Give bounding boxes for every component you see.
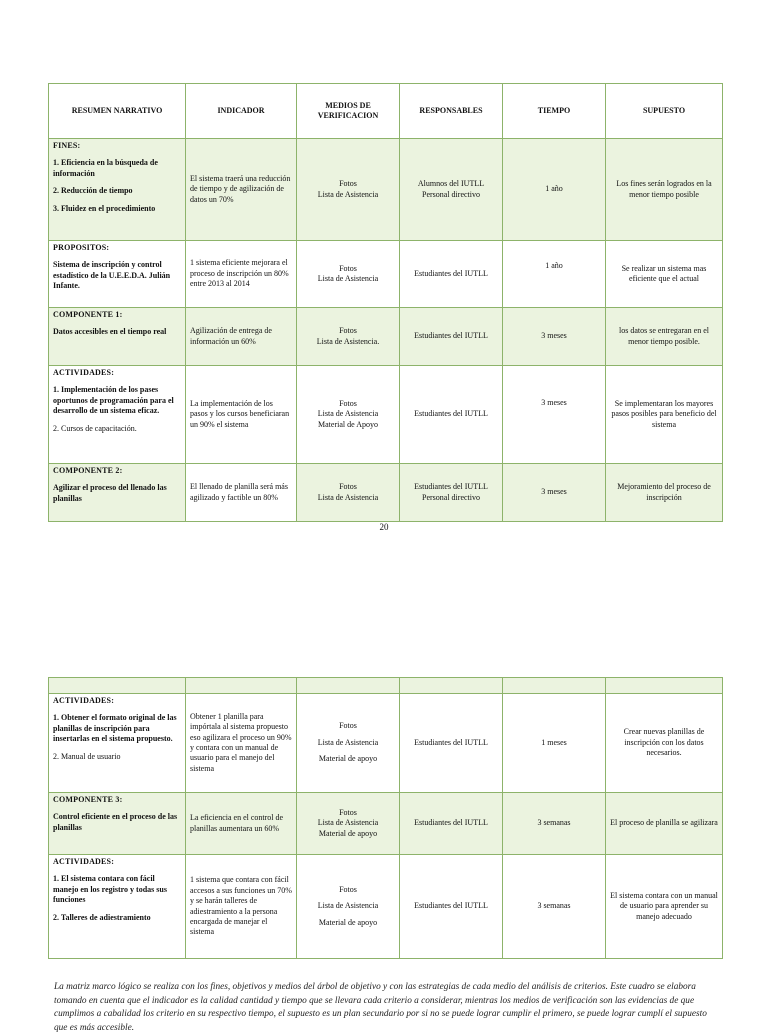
row-heading: FINES: [53,141,81,150]
supuesto-cell: Se realizar un sistema mas eficiente que el actual [606,241,723,308]
tiempo-cell: 3 semanas [503,793,606,855]
table-header-row [49,84,723,139]
header-responsables: RESPONSABLES [400,84,503,139]
medio-item: Fotos [339,179,357,189]
medio-item: Lista de Asistencia [317,189,379,199]
medio-item: Lista de Asistencia. [316,336,380,346]
responsable-item: Alumnos del IUTLL [417,179,485,189]
medio-item: Lista de Asistencia [317,492,379,502]
resumen-cell [49,139,186,241]
indicador-cell: 1 sistema que contara con fácil accesos a sus funciones un 70% y se harán talleres de adiestramiento a la persona encargada de manejar el sistema [186,855,297,959]
supuesto-cell: Crear nuevas planillas de inscripción con los datos necesarios. [606,694,723,793]
tiempo-cell: 3 meses [503,308,606,366]
medio-item: Material de apoyo [318,828,378,838]
table-header-row-empty [49,678,723,694]
indicador-cell: La implementación de los pasos y los cursos beneficiaran un 90% el sistema [186,366,297,464]
row-item: 1. El sistema contara con fácil manejo en los registro y todas sus funciones [53,874,167,905]
indicador-cell: Agilización de entrega de información un 60% [186,308,297,366]
supuesto-cell: Los fines serán logrados en la menor tiempo posible [606,139,723,241]
row-heading: COMPONENTE 3: [53,795,123,804]
row-heading: ACTIVIDADES: [53,368,115,377]
medio-item: Fotos [339,263,357,273]
header-tiempo: TIEMPO [503,84,606,139]
row-heading: ACTIVIDADES: [53,696,115,705]
medio-item: Lista de Asistencia [317,901,379,911]
header-indicador: INDICADOR [186,84,297,139]
resumen-cell [49,308,186,366]
medios-cell [297,855,400,959]
row-item: 1. Eficiencia en la búsqueda de información [53,158,158,178]
empty-cell [297,678,400,694]
resumen-cell [49,855,186,959]
supuesto-cell: El sistema contara con un manual de usuario para aprender su manejo adecuado [606,855,723,959]
resumen-cell [49,464,186,522]
medio-item: Material de apoyo [318,754,378,764]
resumen-cell [49,366,186,464]
medios-cell [297,464,400,522]
row-item: 3. Fluidez en el procedimiento [53,203,156,213]
explanatory-paragraph: La matriz marco lógico se realiza con los fines, objetivos y medios del árbol de objetivo y con las estrategias de cada medio del análisis de criterios. Este cuadro se elabora tomando en cuenta que el indicador es la calidad cantidad y tiempo que se llevara cada criterio a considerar, mientras los medios de verificación son las evidencias de que cumplimos a cabalidad los criterio en su respectivo tiempo, el supuesto es un plan secundario por si no se puede lograr cumplir el primero, se puede lograr cumplí el supuesto que es más accesible. [54,982,707,1033]
row-item: 2. Manual de usuario [53,751,121,761]
row-item: 2. Cursos de capacitación. [53,423,137,433]
medio-item: Fotos [339,884,357,894]
header-resumen-narrativo: RESUMEN NARRATIVO [49,84,186,139]
row-heading: ACTIVIDADES: [53,857,115,866]
indicador-cell: Obtener 1 planilla para impórtala al sistema propuesto eso agilizara el proceso un 90% y contara con un manual de usuario para el manejo del sistema [186,694,297,793]
tiempo-cell: 3 semanas [503,855,606,959]
tiempo-cell: 1 meses [503,694,606,793]
medios-cell [297,694,400,793]
row-item: 1. Implementación de los pases oportunos de programación para el desarrollo de un sistema eficaz. [53,385,174,416]
page-number: 20 [379,522,389,532]
medio-item: Fotos [339,721,357,731]
empty-cell [400,678,503,694]
medios-cell [297,366,400,464]
empty-cell [503,678,606,694]
indicador-cell: La eficiencia en el control de planillas aumentara un 60% [186,793,297,855]
medios-cell [297,793,400,855]
tiempo-cell: 3 meses [503,366,606,464]
medio-item: Lista de Asistencia [317,818,379,828]
logframe-table-1 [48,83,723,522]
row-item: Sistema de inscripción y control estadístico de la U.E.E.D.A. Julián Infante. [53,260,171,291]
table-row-actividades [49,855,723,959]
row-heading: PROPOSITOS: [53,243,110,252]
responsables-cell: Estudiantes del IUTLL [400,694,503,793]
tiempo-cell: 1 año [503,241,606,308]
table-row-componente-1 [49,308,723,366]
medio-item: Lista de Asistencia [317,737,379,747]
tiempo-cell: 3 meses [503,464,606,522]
empty-cell [49,678,186,694]
row-item: 1. Obtener el formato original de las planillas de inscripción para insertarlas en el sistema propuesto. [53,713,177,744]
medio-item: Fotos [339,326,357,336]
header-supuesto: SUPUESTO [606,84,723,139]
table-row-propositos [49,241,723,308]
medio-item: Material de apoyo [318,917,378,927]
row-item: 2. Reducción de tiempo [53,186,133,196]
indicador-cell: 1 sistema eficiente mejorara el proceso de inscripción un 80% entre 2013 al 2014 [186,241,297,308]
table-row-actividades [49,366,723,464]
resumen-cell [49,241,186,308]
row-item: Datos accesibles en el tiempo real [53,327,167,337]
responsable-item: Personal directivo [422,189,480,199]
supuesto-cell: El proceso de planilla se agilizara [606,793,723,855]
row-item: Agilizar el proceso del llenado las planillas [53,483,167,503]
header-medios-verificacion: MEDIOS DE VERIFICACION [297,84,400,139]
responsables-cell: Estudiantes del IUTLL [400,855,503,959]
logframe-table-2 [48,677,723,959]
medio-item: Lista de Asistencia [317,274,379,283]
responsable-item: Personal directivo [422,492,480,502]
empty-cell [606,678,723,694]
row-heading: COMPONENTE 1: [53,310,123,319]
table-row-actividades [49,694,723,793]
supuesto-cell: Mejoramiento del proceso de inscripción [606,464,723,522]
medio-item: Lista de Asistencia [317,409,379,419]
medios-cell [297,308,400,366]
table-row-fines [49,139,723,241]
resumen-cell [49,694,186,793]
responsables-cell [400,464,503,522]
responsables-cell: Estudiantes del IUTLL [400,308,503,366]
supuesto-cell: Se implementaran los mayores pasos posibles para beneficio del sistema [606,366,723,464]
indicador-cell: El sistema traerá una reducción de tiempo y de agilización de datos un 70% [186,139,297,241]
responsables-cell: Estudiantes del IUTLL [400,241,503,308]
medio-item: Fotos [339,398,357,408]
responsables-cell [400,139,503,241]
medios-cell [297,241,400,308]
indicador-cell: El llenado de planilla será más agilizado y factible un 80% [186,464,297,522]
row-item: 2. Talleres de adiestramiento [53,912,151,922]
responsables-cell: Estudiantes del IUTLL [400,366,503,464]
resumen-cell [49,793,186,855]
responsable-item: Estudiantes del IUTLL [414,482,488,492]
tiempo-cell: 1 año [503,139,606,241]
table-row-componente-3 [49,793,723,855]
medio-item: Fotos [339,807,357,817]
medios-cell [297,139,400,241]
table-row-componente-2 [49,464,723,522]
medio-item: Fotos [339,482,357,492]
medio-item: Material de Apoyo [318,419,378,429]
empty-cell [186,678,297,694]
supuesto-cell: los datos se entregaran en el menor tiempo posible. [606,308,723,366]
responsables-cell: Estudiantes del IUTLL [400,793,503,855]
row-heading: COMPONENTE 2: [53,466,123,475]
row-item: Control eficiente en el proceso de las planillas [53,812,178,832]
